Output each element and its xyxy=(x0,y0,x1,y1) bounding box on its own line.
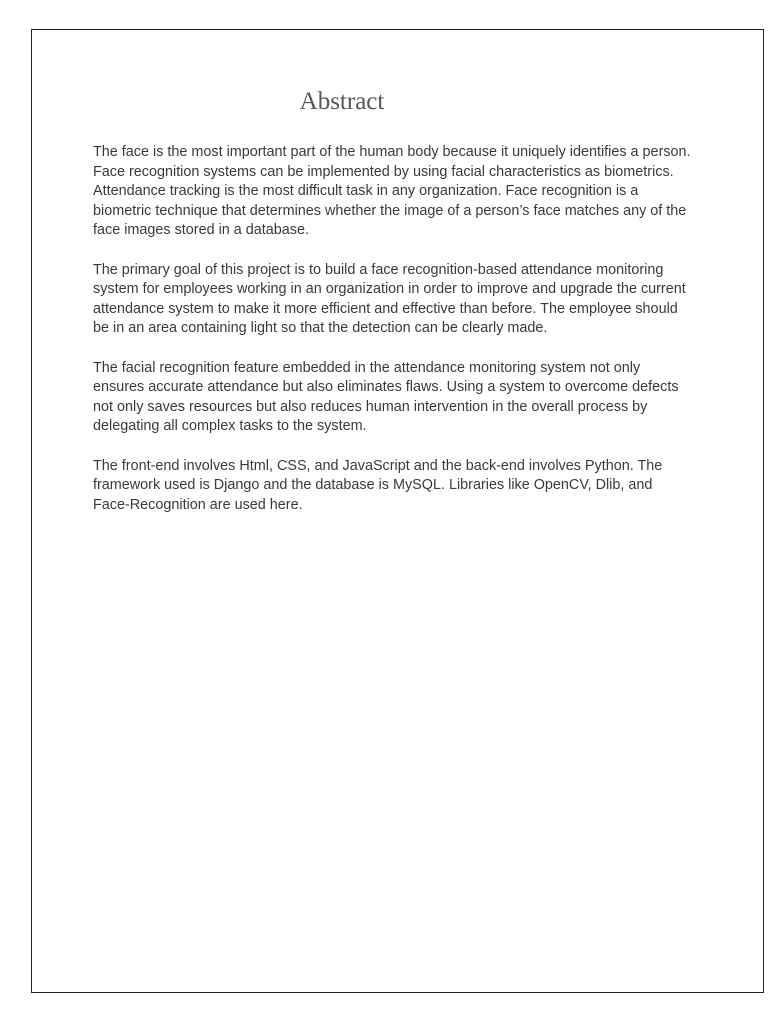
document-page xyxy=(31,29,764,993)
page-title: Abstract xyxy=(299,88,385,115)
abstract-body xyxy=(93,143,693,535)
paragraph-1: The face is the most important part of the human body because it uniquely identifies a person. Face recognition systems can be implemented by using facial characteristics as biometrics. Attendance tracking is the most difficult task in any organization. Face recognition is a biometric technique that determines whether the image of a person’s face matches any of the face images stored in a database. xyxy=(93,144,691,238)
paragraph-4: The front-end involves Html, CSS, and JavaScript and the back-end involves Python. The framework used is Django and the database is MySQL. Libraries like OpenCV, Dlib, and Face-Recognition are used here. xyxy=(93,457,663,513)
paragraph-2: The primary goal of this project is to build a face recognition-based attendance monitoring system for employees working in an organization in order to improve and upgrade the current attendance system to make it more efficient and effective than before. The employee should be in an area containing light so that the detection can be clearly made. xyxy=(93,261,686,336)
paragraph-3: The facial recognition feature embedded in the attendance monitoring system not only ensures accurate attendance but also eliminates flaws. Using a system to overcome defects not only saves resources but also reduces human intervention in the overall process by delegating all complex tasks to the system. xyxy=(93,359,679,434)
